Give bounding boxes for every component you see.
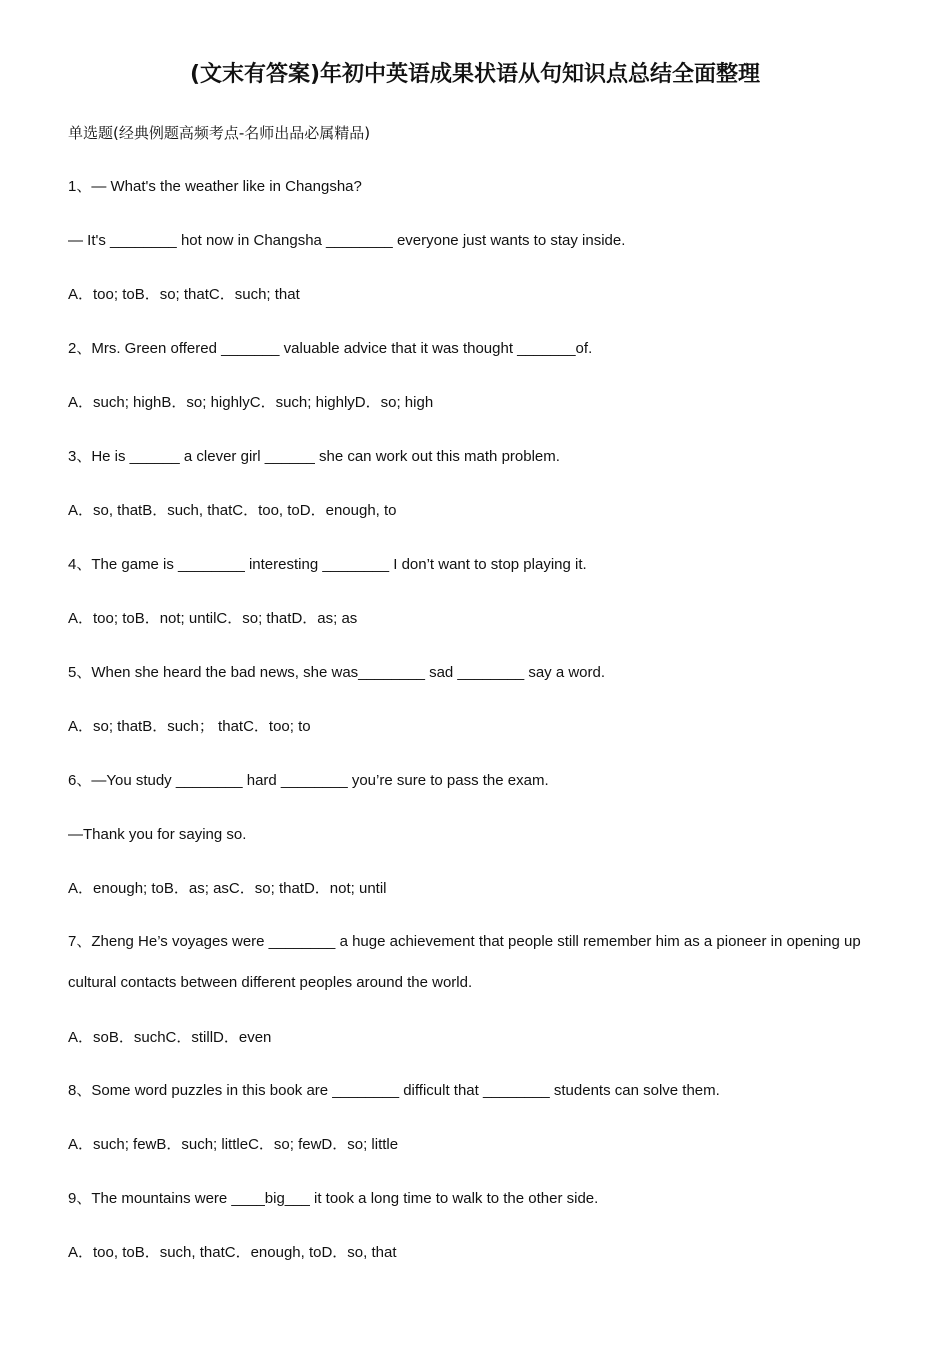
- question-4-stem: 4、The game is ________ interesting ________ I don’t want to stop playing it.: [68, 556, 587, 573]
- question-1-stem: 1、— What's the weather like in Changsha?: [68, 178, 362, 195]
- question-3-options: A．so, thatB．such, thatC．too, toD．enough, to: [68, 502, 397, 519]
- question-8-options: A．such; fewB．such; littleC．so; fewD．so; little: [68, 1136, 399, 1153]
- question-9-options: A．too, toB．such, thatC．enough, toD．so, that: [68, 1244, 397, 1261]
- question-6-stem: 6、—You study ________ hard ________ you’re sure to pass the exam.: [68, 772, 549, 789]
- question-5-options: A．so; thatB．such； thatC．too; to: [68, 718, 311, 735]
- document-title: (文末有答案)年初中英语成果状语从句知识点总结全面整理: [189, 62, 761, 87]
- question-7-stem: 7、Zheng He’s voyages were ________ a huge achievement that people still remember him as a pioneer in opening up cultural contacts between different peoples around the world.: [68, 933, 861, 991]
- question-1-options: A．too; toB．so; thatC．such; that: [68, 286, 300, 303]
- question-8-stem: 8、Some word puzzles in this book are ________ difficult that ________ students can solve them.: [68, 1082, 720, 1099]
- question-7-options: A．soB．suchC．stillD．even: [68, 1029, 272, 1046]
- question-5-stem: 5、When she heard the bad news, she was________ sad ________ say a word.: [68, 664, 606, 681]
- question-3-stem: 3、He is ______ a clever girl ______ she can work out this math problem.: [68, 448, 560, 465]
- question-9-stem: 9、The mountains were ____big___ it took a long time to walk to the other side.: [68, 1190, 599, 1207]
- question-6-stem-reply: —Thank you for saying so.: [68, 826, 247, 843]
- section-label: 单选题(经典例题高频考点-名师出品必属精品): [68, 124, 371, 142]
- question-2-options: A．such; highB．so; highlyC．such; highlyD．so; high: [68, 394, 434, 411]
- question-1-stem-reply: — It's ________ hot now in Changsha ________ everyone just wants to stay inside.: [68, 232, 626, 249]
- question-4-options: A．too; toB．not; untilC．so; thatD．as; as: [68, 610, 358, 627]
- question-6-options: A．enough; toB．as; asC．so; thatD．not; until: [68, 880, 387, 897]
- question-2-stem: 2、Mrs. Green offered _______ valuable advice that it was thought _______of.: [68, 340, 593, 357]
